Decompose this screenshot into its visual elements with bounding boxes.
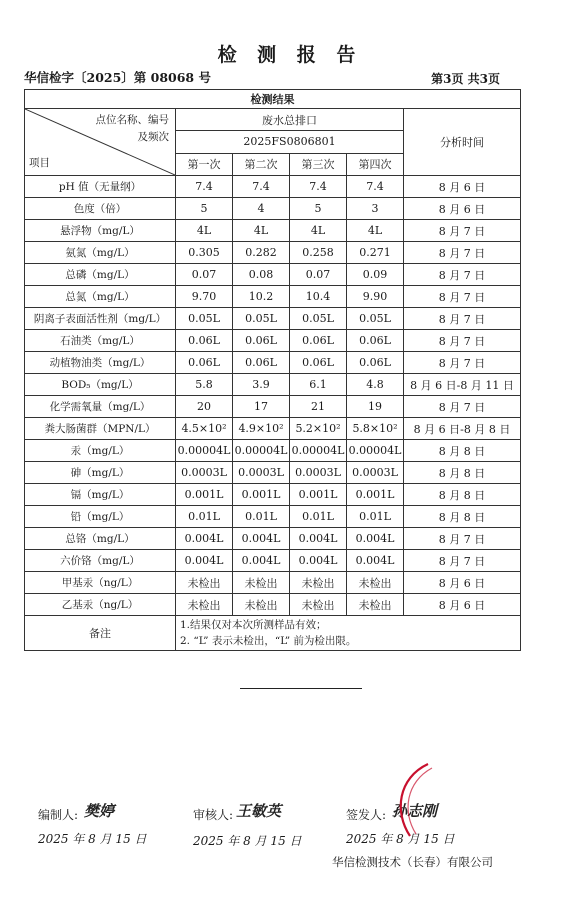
result-value: 0.05L xyxy=(176,308,233,330)
result-value: 4L xyxy=(233,220,290,242)
company-seal xyxy=(380,760,440,840)
item-name: 氨氮（mg/L） xyxy=(25,242,176,264)
table-row xyxy=(25,594,521,616)
freq-header: 第四次 xyxy=(347,153,404,175)
diag-label-location: 点位名称、编号 xyxy=(95,114,169,126)
result-value: 5.2×10² xyxy=(290,418,347,440)
end-rule xyxy=(240,688,362,689)
diag-label-frequency: 及频次 xyxy=(137,131,169,143)
result-value: 未检出 xyxy=(176,572,233,594)
item-name: 镉（mg/L） xyxy=(25,484,176,506)
result-value: 0.07 xyxy=(176,264,233,286)
analysis-time-header: 分析时间 xyxy=(404,109,521,176)
item-name: 甲基汞（ng/L） xyxy=(25,572,176,594)
result-value: 17 xyxy=(233,396,290,418)
analysis-time: 8 月 6 日 xyxy=(404,594,521,616)
result-value: 7.4 xyxy=(176,176,233,198)
freq-header: 第二次 xyxy=(233,153,290,175)
document-number: 华信检字〔2025〕第 08068 号 xyxy=(24,70,211,85)
item-name: 阴离子表面活性剂（mg/L） xyxy=(25,308,176,330)
table-row xyxy=(25,264,521,286)
result-value: 0.05L xyxy=(233,308,290,330)
result-value: 0.01L xyxy=(290,506,347,528)
result-value: 4L xyxy=(347,220,404,242)
table-row xyxy=(25,418,521,440)
result-value: 0.004L xyxy=(347,550,404,572)
analysis-time: 8 月 6 日 xyxy=(404,176,521,198)
result-value: 0.06L xyxy=(233,352,290,374)
result-value: 0.258 xyxy=(290,242,347,264)
item-name: 动植物油类（mg/L） xyxy=(25,352,176,374)
analysis-time: 8 月 7 日 xyxy=(404,220,521,242)
result-value: 0.06L xyxy=(290,352,347,374)
result-value: 4 xyxy=(233,198,290,220)
editor-date: 2025 年 8 月 15 日 xyxy=(38,832,147,846)
report-title: 检 测 报 告 xyxy=(217,44,363,66)
page-info: 第3页 共3页 xyxy=(431,72,500,86)
table-row xyxy=(25,550,521,572)
item-name: 砷（mg/L） xyxy=(25,462,176,484)
result-value: 0.06L xyxy=(347,330,404,352)
result-value: 0.06L xyxy=(290,330,347,352)
table-row xyxy=(25,220,521,242)
result-value: 5.8 xyxy=(176,374,233,396)
analysis-time: 8 月 8 日 xyxy=(404,484,521,506)
item-name: 总氮（mg/L） xyxy=(25,286,176,308)
result-value: 未检出 xyxy=(176,594,233,616)
issuer-signature: 孙志刚 xyxy=(392,802,438,820)
note-line: 2. “L” 表示未检出，“L” 前为检出限。 xyxy=(180,635,357,647)
note-line: 1.结果仅对本次所测样品有效； xyxy=(180,619,327,631)
result-value: 未检出 xyxy=(233,594,290,616)
table-row xyxy=(25,330,521,352)
company-name: 华信检测技术（长春）有限公司 xyxy=(332,855,493,869)
table-row xyxy=(25,308,521,330)
result-value: 0.004L xyxy=(176,550,233,572)
item-name: 粪大肠菌群（MPN/L） xyxy=(25,418,176,440)
issuer-date: 2025 年 8 月 15 日 xyxy=(346,832,455,846)
result-value: 未检出 xyxy=(347,594,404,616)
analysis-time: 8 月 8 日 xyxy=(404,462,521,484)
table-row xyxy=(25,286,521,308)
diagonal-header xyxy=(25,109,176,176)
analysis-time: 8 月 7 日 xyxy=(404,550,521,572)
analysis-time: 8 月 6 日 xyxy=(404,198,521,220)
results-table xyxy=(24,89,521,651)
table-row xyxy=(25,198,521,220)
freq-header: 第三次 xyxy=(290,153,347,175)
result-value: 0.001L xyxy=(233,484,290,506)
result-value: 0.05L xyxy=(290,308,347,330)
item-name: BOD₅（mg/L） xyxy=(25,374,176,396)
result-value: 0.09 xyxy=(347,264,404,286)
result-value: 0.271 xyxy=(347,242,404,264)
analysis-time: 8 月 7 日 xyxy=(404,264,521,286)
reviewer-label: 审核人: xyxy=(193,808,234,822)
analysis-time: 8 月 6 日-8 月 8 日 xyxy=(404,418,521,440)
result-value: 0.0003L xyxy=(176,462,233,484)
result-value: 0.08 xyxy=(233,264,290,286)
editor-signature: 樊婷 xyxy=(84,802,115,820)
result-value: 0.001L xyxy=(290,484,347,506)
analysis-time: 8 月 7 日 xyxy=(404,286,521,308)
table-row xyxy=(25,506,521,528)
result-value: 4L xyxy=(290,220,347,242)
analysis-time: 8 月 8 日 xyxy=(404,506,521,528)
result-value: 9.90 xyxy=(347,286,404,308)
table-row xyxy=(25,242,521,264)
analysis-time: 8 月 6 日-8 月 11 日 xyxy=(404,374,521,396)
result-value: 0.06L xyxy=(347,352,404,374)
reviewer-signature: 王敏英 xyxy=(236,802,282,820)
result-value: 4.8 xyxy=(347,374,404,396)
result-value: 3 xyxy=(347,198,404,220)
result-value: 0.004L xyxy=(347,528,404,550)
result-value: 4L xyxy=(176,220,233,242)
result-value: 0.0003L xyxy=(347,462,404,484)
analysis-time: 8 月 7 日 xyxy=(404,330,521,352)
diag-label-item: 项目 xyxy=(29,157,50,169)
result-value: 4.9×10² xyxy=(233,418,290,440)
item-name: 六价铬（mg/L） xyxy=(25,550,176,572)
analysis-time: 8 月 8 日 xyxy=(404,440,521,462)
result-value: 0.305 xyxy=(176,242,233,264)
location-cell: 废水总排口 xyxy=(176,109,404,131)
result-value: 20 xyxy=(176,396,233,418)
result-value: 10.4 xyxy=(290,286,347,308)
table-row xyxy=(25,396,521,418)
result-value: 0.282 xyxy=(233,242,290,264)
analysis-time: 8 月 7 日 xyxy=(404,308,521,330)
result-value: 21 xyxy=(290,396,347,418)
result-value: 5 xyxy=(176,198,233,220)
item-name: pH 值（无量纲） xyxy=(25,176,176,198)
item-name: 总铬（mg/L） xyxy=(25,528,176,550)
sample-code-cell: 2025FS0806801 xyxy=(176,131,404,153)
result-value: 0.01L xyxy=(233,506,290,528)
result-value: 9.70 xyxy=(176,286,233,308)
result-value: 0.00004L xyxy=(347,440,404,462)
result-value: 0.06L xyxy=(176,330,233,352)
result-value: 0.004L xyxy=(290,550,347,572)
item-name: 铅（mg/L） xyxy=(25,506,176,528)
result-value: 0.004L xyxy=(290,528,347,550)
analysis-time: 8 月 7 日 xyxy=(404,242,521,264)
result-value: 未检出 xyxy=(290,572,347,594)
table-row xyxy=(25,176,521,198)
result-value: 7.4 xyxy=(347,176,404,198)
table-row xyxy=(25,484,521,506)
item-name: 色度（倍） xyxy=(25,198,176,220)
table-row xyxy=(25,374,521,396)
item-name: 总磷（mg/L） xyxy=(25,264,176,286)
result-value: 0.001L xyxy=(176,484,233,506)
result-value: 4.5×10² xyxy=(176,418,233,440)
notes-row xyxy=(25,616,521,651)
result-value: 0.00004L xyxy=(233,440,290,462)
result-value: 19 xyxy=(347,396,404,418)
result-value: 0.0003L xyxy=(290,462,347,484)
result-value: 0.004L xyxy=(233,528,290,550)
result-value: 0.00004L xyxy=(290,440,347,462)
result-value: 0.0003L xyxy=(233,462,290,484)
table-row xyxy=(25,462,521,484)
result-value: 0.05L xyxy=(347,308,404,330)
result-value: 0.06L xyxy=(176,352,233,374)
analysis-time: 8 月 7 日 xyxy=(404,396,521,418)
result-value: 0.01L xyxy=(176,506,233,528)
table-row xyxy=(25,440,521,462)
item-name: 汞（mg/L） xyxy=(25,440,176,462)
analysis-time: 8 月 7 日 xyxy=(404,352,521,374)
result-value: 7.4 xyxy=(290,176,347,198)
result-value: 0.01L xyxy=(347,506,404,528)
result-value: 0.004L xyxy=(233,550,290,572)
result-value: 0.001L xyxy=(347,484,404,506)
result-value: 10.2 xyxy=(233,286,290,308)
analysis-time: 8 月 7 日 xyxy=(404,528,521,550)
result-value: 未检出 xyxy=(233,572,290,594)
result-value: 未检出 xyxy=(347,572,404,594)
result-value: 5 xyxy=(290,198,347,220)
table-row xyxy=(25,352,521,374)
freq-header: 第一次 xyxy=(176,153,233,175)
result-value: 0.07 xyxy=(290,264,347,286)
result-value: 6.1 xyxy=(290,374,347,396)
editor-label: 编制人: xyxy=(38,808,79,822)
result-value: 0.00004L xyxy=(176,440,233,462)
result-value: 5.8×10² xyxy=(347,418,404,440)
item-name: 乙基汞（ng/L） xyxy=(25,594,176,616)
result-value: 3.9 xyxy=(233,374,290,396)
item-name: 化学需氧量（mg/L） xyxy=(25,396,176,418)
result-value: 未检出 xyxy=(290,594,347,616)
table-row xyxy=(25,572,521,594)
section-title: 检测结果 xyxy=(25,90,521,109)
reviewer-date: 2025 年 8 月 15 日 xyxy=(193,834,302,848)
table-row xyxy=(25,528,521,550)
result-value: 7.4 xyxy=(233,176,290,198)
analysis-time: 8 月 6 日 xyxy=(404,572,521,594)
item-name: 悬浮物（mg/L） xyxy=(25,220,176,242)
result-value: 0.004L xyxy=(176,528,233,550)
item-name: 石油类（mg/L） xyxy=(25,330,176,352)
notes-content xyxy=(176,616,521,651)
issuer-label: 签发人: xyxy=(346,808,387,822)
notes-label: 备注 xyxy=(25,616,176,651)
result-value: 0.06L xyxy=(233,330,290,352)
